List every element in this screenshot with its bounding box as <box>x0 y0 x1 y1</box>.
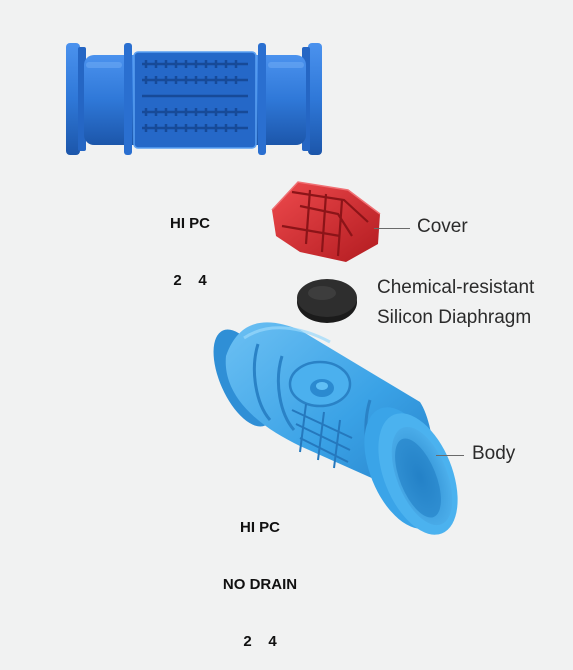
top-part-label <box>160 176 220 309</box>
top-emitter-part <box>66 43 322 155</box>
body-leader-line <box>436 455 464 456</box>
bottom-part-label-line1: HI PC <box>239 519 280 536</box>
diaphragm-part <box>297 279 357 323</box>
cover-leader-line <box>374 228 410 229</box>
bottom-part-label-line2: NO DRAIN <box>222 576 298 593</box>
bottom-part-label-line3: 2 4 <box>243 633 277 650</box>
diaphragm-callout-line2: Silicon Diaphragm <box>377 307 532 328</box>
top-part-label-line2: 2 4 <box>173 272 207 289</box>
body-callout: Body <box>472 443 516 464</box>
cover-callout: Cover <box>417 216 468 237</box>
cover-part <box>272 182 380 262</box>
diaphragm-callout-line1: Chemical-resistant <box>377 277 535 298</box>
top-part-label-line1: HI PC <box>169 215 210 232</box>
bottom-part-label <box>205 480 315 670</box>
